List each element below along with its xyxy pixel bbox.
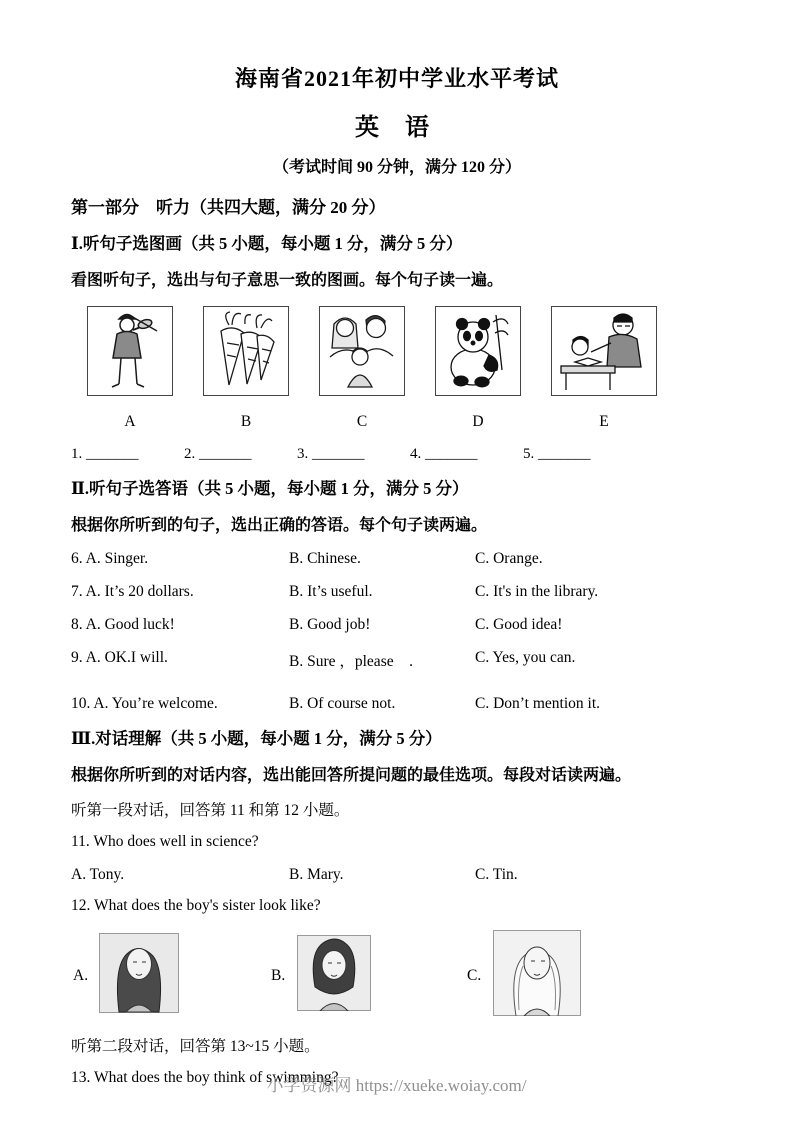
question-6-row — [71, 550, 723, 568]
section2-title: Ⅱ.听句子选答语（共 5 小题，每小题 1 分，满分 5 分） — [71, 479, 469, 498]
picture-label-b: B — [240, 413, 252, 430]
question-12-text: 12. What does the boy's sister look like? — [71, 897, 321, 914]
q12-label-a: A. — [73, 966, 89, 984]
q10-option-b: B. Of course not. — [289, 695, 396, 712]
q9-option-b: B. Sure ，please . — [289, 653, 413, 670]
carrots-icon — [207, 309, 285, 393]
picture-label-d: D — [472, 413, 484, 430]
picture-box-b — [203, 306, 289, 396]
picture-box-d — [435, 306, 521, 396]
q10-option-a: 10. A. You’re welcome. — [71, 695, 218, 712]
q11-option-a: A. Tony. — [71, 866, 125, 883]
q12-option-a — [73, 933, 179, 1018]
q9-option-c: C. Yes, you can. — [475, 649, 576, 666]
dialog1-note: 听第一段对话，回答第 11 和第 12 小题。 — [71, 802, 350, 819]
q12-option-b — [271, 935, 371, 1016]
footer-watermark: 小学资源网 https://xueke.woiay.com/ — [266, 1076, 527, 1095]
family-icon — [323, 309, 401, 393]
picture-option-b — [203, 306, 289, 431]
q10-option-c: C. Don’t mention it. — [475, 695, 601, 712]
q8-option-a: 8. A. Good luck! — [71, 616, 175, 633]
question-11-text: 11. Who does well in science? — [71, 833, 259, 850]
q8-option-c: C. Good idea! — [475, 616, 563, 633]
question-10-row — [71, 695, 723, 713]
section1-title: Ⅰ.听句子选图画（共 5 小题，每小题 1 分，满分 5 分） — [71, 234, 463, 253]
question-12-picture-options — [73, 930, 723, 1021]
q6-option-b: B. Chinese. — [289, 550, 361, 567]
picture-option-a — [87, 306, 173, 431]
q11-option-c: C. Tin. — [475, 866, 518, 883]
q11-option-b: B. Mary. — [289, 866, 344, 883]
teacher-and-student-icon — [555, 309, 653, 393]
section3-instruction: 根据你所听到的对话内容，选出能回答所提问题的最佳选项。每段对话读两遍。 — [71, 767, 632, 784]
dialog2-note: 听第二段对话，回答第 13~15 小题。 — [71, 1038, 320, 1055]
answer-blank-3: 3. _______ — [297, 446, 365, 462]
picture-option-d — [435, 306, 521, 431]
question-9-row — [71, 649, 723, 671]
picture-box-a — [87, 306, 173, 396]
section3-title: Ⅲ.对话理解（共 5 小题，每小题 1 分，满分 5 分） — [71, 729, 442, 748]
answer-blank-1: 1. _______ — [71, 446, 139, 462]
picture-label-c: C — [356, 413, 368, 430]
picture-label-e: E — [599, 413, 609, 430]
section2-instruction: 根据你所听到的句子，选出正确的答语。每个句子读两遍。 — [71, 517, 488, 534]
answer-blanks-row — [71, 446, 723, 463]
picture-option-c — [319, 306, 405, 431]
picture-box-c — [319, 306, 405, 396]
question-13-text: 13. What does the boy think of swimming? — [71, 1069, 339, 1086]
question-7-row — [71, 583, 723, 601]
picture-label-a: A — [124, 413, 136, 430]
girl-long-light-hair-icon — [493, 930, 581, 1021]
exam-meta-info: （考试时间 90 分钟，满分 120 分） — [272, 159, 521, 176]
q8-option-b: B. Good job! — [289, 616, 371, 633]
picture-option-e — [551, 306, 657, 431]
q12-label-b: B. — [271, 966, 286, 984]
part1-heading: 第一部分 听力（共四大题，满分 20 分） — [71, 198, 386, 217]
answer-blank-5: 5. _______ — [523, 446, 591, 462]
q7-option-a: 7. A. It’s 20 dollars. — [71, 583, 194, 600]
q6-option-c: C. Orange. — [475, 550, 543, 567]
exam-title: 海南省2021年初中学业水平考试 — [234, 66, 559, 91]
picture-box-e — [551, 306, 657, 396]
q7-option-c: C. It's in the library. — [475, 583, 599, 600]
q12-option-c — [467, 930, 581, 1021]
exam-subject: 英 语 — [355, 115, 439, 141]
panda-icon — [439, 310, 517, 392]
q9-option-a: 9. A. OK.I will. — [71, 649, 168, 666]
question-8-row — [71, 616, 723, 634]
girl-long-dark-hair-icon — [99, 933, 179, 1018]
section1-instruction: 看图听句子，选出与句子意思一致的图画。每个句子读一遍。 — [71, 272, 504, 289]
question-11-options-row — [71, 866, 723, 884]
girl-short-dark-hair-icon — [297, 935, 371, 1016]
q7-option-b: B. It’s useful. — [289, 583, 373, 600]
picture-options-row — [87, 306, 723, 431]
violin-player-icon — [91, 309, 169, 393]
answer-blank-4: 4. _______ — [410, 446, 478, 462]
answer-blank-2: 2. _______ — [184, 446, 252, 462]
q12-label-c: C. — [467, 966, 482, 984]
q6-option-a: 6. A. Singer. — [71, 550, 149, 567]
